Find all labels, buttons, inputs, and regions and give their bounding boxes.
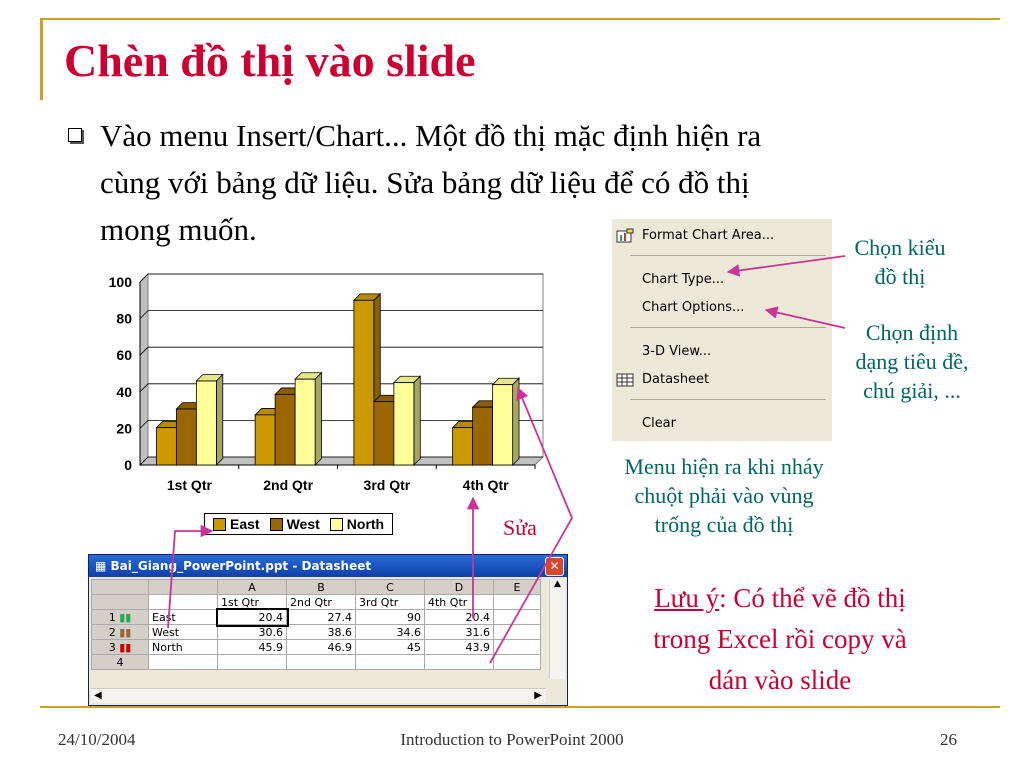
cell[interactable]: 30.6: [218, 625, 287, 640]
slide-title: Chèn đồ thị vào slide: [64, 35, 476, 86]
annotation-chart-options: [832, 318, 992, 405]
menu-item-chart-type[interactable]: [642, 269, 724, 291]
y-tick-label: 80: [116, 310, 132, 327]
cell[interactable]: [494, 625, 541, 640]
table-row: [92, 595, 541, 610]
footer-date: 24/10/2004: [58, 730, 136, 749]
datasheet-window[interactable]: [88, 554, 568, 706]
cell[interactable]: [149, 655, 218, 670]
cell[interactable]: 90: [356, 610, 425, 625]
menu-item-label: Clear: [642, 416, 676, 431]
bar-west: [275, 394, 295, 465]
legend-item-west: [270, 516, 320, 532]
menu-item-label: 3-D View...: [642, 344, 712, 359]
cell[interactable]: East: [149, 610, 218, 625]
scroll-up-icon[interactable]: ▲: [554, 579, 561, 589]
series-icon: ▮▮: [119, 640, 132, 654]
page-number: 26: [940, 730, 957, 749]
bar-west: [176, 409, 196, 465]
datasheet-titlebar[interactable]: [89, 555, 567, 577]
note-text: : Có thể vẽ đồ thị: [719, 583, 906, 613]
x-tick-label: 3rd Qtr: [363, 477, 411, 493]
bar-side: [513, 378, 519, 465]
bar-east: [156, 428, 176, 465]
cell[interactable]: [149, 595, 218, 610]
cell[interactable]: 4th Qtr: [425, 595, 494, 610]
bullet-line: Vào menu Insert/Chart... Một đồ thị mặc định hiện ra: [100, 118, 762, 153]
cell[interactable]: [425, 655, 494, 670]
annotation-line: chú giải, ...: [863, 378, 961, 403]
cell[interactable]: [287, 655, 356, 670]
note-line: dán vào slide: [708, 665, 852, 695]
cell[interactable]: [494, 655, 541, 670]
cell[interactable]: 38.6: [287, 625, 356, 640]
row-number: 2: [108, 625, 116, 639]
legend-swatch-west: [270, 518, 283, 531]
cell[interactable]: 20.4: [218, 610, 287, 625]
bullet-text: [100, 112, 980, 253]
datasheet-title: Bai_Giang_PowerPoint.ppt - Datasheet: [110, 559, 372, 573]
bar-west: [473, 407, 493, 465]
y-tick-label: 60: [116, 347, 132, 364]
row-header[interactable]: 4: [92, 655, 149, 670]
vertical-scrollbar[interactable]: [549, 579, 565, 679]
annotation-line: đồ thị: [874, 264, 926, 289]
cell[interactable]: 31.6: [425, 625, 494, 640]
cell[interactable]: 20.4: [425, 610, 494, 625]
format-chart-area-icon: [616, 228, 634, 244]
note-line: [610, 578, 950, 619]
row-header[interactable]: [92, 610, 149, 625]
cell[interactable]: 43.9: [425, 640, 494, 655]
legend-item-north: [330, 516, 384, 532]
cell[interactable]: [494, 595, 541, 610]
row-header[interactable]: [92, 625, 149, 640]
menu-item-format-chart-area[interactable]: [642, 225, 774, 247]
cell[interactable]: [218, 655, 287, 670]
legend-label-north: North: [346, 516, 385, 532]
bar-west: [374, 402, 394, 465]
row-number: 3: [108, 640, 116, 654]
table-row: [92, 610, 541, 625]
cell[interactable]: 1st Qtr: [218, 595, 287, 610]
bar-east: [453, 428, 473, 465]
note-line: trong Excel rồi copy và: [653, 624, 907, 654]
column-header[interactable]: D: [425, 580, 494, 595]
annotation-line: chuột phải vào vùng: [634, 483, 814, 508]
bullet-line: cùng với bảng dữ liệu. Sửa bảng dữ liệu để có đồ thị: [100, 165, 750, 200]
annotation-line: trống của đồ thị: [654, 512, 794, 537]
bar-east: [354, 300, 374, 465]
legend-item-east: [213, 516, 260, 532]
cell[interactable]: North: [149, 640, 218, 655]
cell[interactable]: 3rd Qtr: [356, 595, 425, 610]
annotation-line: Chọn kiểu: [854, 235, 946, 260]
slide-left-border: [40, 18, 43, 100]
menu-item-chart-options[interactable]: [642, 297, 744, 319]
x-tick-label: 2nd Qtr: [263, 477, 314, 493]
column-header[interactable]: B: [287, 580, 356, 595]
y-tick-label: 20: [116, 420, 132, 437]
footer-title: Introduction to PowerPoint 2000: [400, 730, 624, 749]
cell[interactable]: [356, 655, 425, 670]
chart-side-wall: [140, 274, 148, 465]
annotation-edit: Sửa: [503, 515, 537, 540]
y-tick-label: 0: [124, 457, 132, 473]
menu-item-label: Chart Options...: [642, 300, 745, 315]
annotation-line: Chọn định: [865, 320, 959, 345]
datasheet-table: [91, 579, 541, 670]
column-header[interactable]: E: [494, 580, 541, 595]
x-tick-label: 4th Qtr: [462, 477, 509, 493]
legend-swatch-north: [330, 518, 343, 531]
menu-item-3d-view[interactable]: [642, 341, 711, 363]
cell[interactable]: 2nd Qtr: [287, 595, 356, 610]
cell[interactable]: [494, 640, 541, 655]
bar-north: [196, 381, 216, 465]
close-icon[interactable]: ✕: [545, 557, 564, 576]
bullet-line: mong muốn.: [100, 212, 257, 247]
menu-item-clear[interactable]: [642, 413, 676, 435]
scroll-left-icon[interactable]: ◀: [94, 690, 102, 701]
menu-separator: [630, 399, 826, 400]
cell[interactable]: 45.9: [218, 640, 287, 655]
menu-item-label: Datasheet: [642, 372, 710, 387]
column-header[interactable]: A: [218, 580, 287, 595]
datasheet-title-icon: ▦: [95, 559, 111, 573]
chart-legend[interactable]: [204, 513, 393, 535]
context-menu: [612, 219, 832, 441]
series-icon: ▮▮: [119, 625, 132, 639]
square-bullet-icon: [68, 128, 82, 142]
annotation-line: dạng tiêu đề,: [855, 349, 969, 374]
bar-north: [295, 379, 315, 465]
datasheet-icon: [616, 372, 634, 388]
column-header[interactable]: [149, 580, 218, 595]
note-box: [610, 578, 950, 701]
cell[interactable]: 45: [356, 640, 425, 655]
legend-label-east: East: [230, 516, 260, 532]
annotation-menu-caption: [584, 452, 864, 539]
corner-cell[interactable]: [92, 580, 149, 595]
menu-item-label: Format Chart Area...: [642, 228, 775, 243]
menu-separator: [630, 255, 826, 256]
cell[interactable]: 27.4: [287, 610, 356, 625]
footer-divider: [40, 706, 1000, 708]
column-header[interactable]: C: [356, 580, 425, 595]
horizontal-scrollbar[interactable]: [91, 688, 546, 703]
y-tick-label: 40: [116, 383, 132, 400]
slide-top-border: [40, 18, 1000, 20]
cell[interactable]: West: [149, 625, 218, 640]
bar-east: [255, 415, 275, 465]
bar-chart[interactable]: [95, 270, 545, 495]
table-row: [92, 625, 541, 640]
bar-side: [216, 375, 222, 465]
note-label: Lưu ý: [654, 583, 720, 613]
column-letter-row: [92, 580, 541, 595]
y-tick-label: 100: [108, 274, 132, 290]
cell[interactable]: [494, 610, 541, 625]
menu-separator: [630, 327, 826, 328]
menu-item-label: Chart Type...: [642, 272, 725, 287]
row-header[interactable]: [92, 640, 149, 655]
annotation-chart-type: [840, 233, 960, 291]
table-row: [92, 655, 541, 670]
x-tick-label: 1st Qtr: [166, 477, 212, 493]
legend-label-west: West: [286, 516, 320, 532]
bar-north: [394, 383, 414, 465]
series-icon: ▮▮: [119, 610, 132, 624]
bar-side: [414, 376, 420, 465]
row-number: 1: [108, 610, 116, 624]
cell[interactable]: 34.6: [356, 625, 425, 640]
menu-item-datasheet[interactable]: [642, 369, 709, 391]
scroll-right-icon[interactable]: ▶: [534, 690, 542, 701]
bar-north: [493, 385, 513, 465]
annotation-line: Menu hiện ra khi nháy: [624, 454, 824, 479]
table-row: [92, 640, 541, 655]
legend-swatch-east: [213, 518, 226, 531]
cell[interactable]: 46.9: [287, 640, 356, 655]
bar-side: [315, 373, 321, 465]
row-header[interactable]: [92, 595, 149, 610]
